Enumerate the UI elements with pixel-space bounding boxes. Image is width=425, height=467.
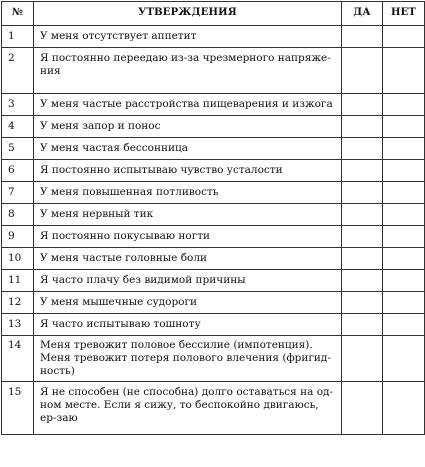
answer-no-cell[interactable] — [383, 292, 425, 314]
answer-no-cell[interactable] — [383, 182, 425, 204]
answer-yes-cell[interactable] — [342, 116, 383, 138]
table-header-row — [2, 2, 425, 26]
row-number: 2 — [2, 48, 34, 94]
answer-no-cell[interactable] — [383, 48, 425, 94]
row-statement: Я постоянно переедаю из-за чрезмерного напряже-ния — [34, 48, 342, 94]
row-statement: Я часто испытываю тошноту — [34, 314, 342, 336]
row-statement: Я часто плачу без видимой причины — [34, 270, 342, 292]
row-number: 8 — [2, 204, 34, 226]
answer-no-cell[interactable] — [383, 26, 425, 48]
answer-no-cell[interactable] — [383, 248, 425, 270]
answer-no-cell[interactable] — [383, 336, 425, 382]
answer-no-cell[interactable] — [383, 116, 425, 138]
row-statement: У меня отсутствует аппетит — [34, 26, 342, 48]
row-number: 5 — [2, 138, 34, 160]
row-number: 7 — [2, 182, 34, 204]
row-number: 15 — [2, 382, 34, 435]
answer-no-cell[interactable] — [383, 204, 425, 226]
row-statement: Я не способен (не способна) долго оставаться на од-ном месте. Если я сижу, то беспокойно двигаюсь, ер-заю — [34, 382, 342, 435]
row-statement: У меня нервный тик — [34, 204, 342, 226]
answer-yes-cell[interactable] — [342, 270, 383, 292]
answer-yes-cell[interactable] — [342, 204, 383, 226]
row-number: 12 — [2, 292, 34, 314]
table-row — [2, 160, 425, 182]
row-number: 11 — [2, 270, 34, 292]
answer-yes-cell[interactable] — [342, 26, 383, 48]
table-row — [2, 248, 425, 270]
header-number: № — [2, 2, 34, 26]
answer-no-cell[interactable] — [383, 94, 425, 116]
table-row — [2, 292, 425, 314]
row-number: 1 — [2, 26, 34, 48]
answer-yes-cell[interactable] — [342, 226, 383, 248]
answer-yes-cell[interactable] — [342, 48, 383, 94]
answer-yes-cell[interactable] — [342, 182, 383, 204]
table-row — [2, 26, 425, 48]
row-statement: У меня повышенная потливость — [34, 182, 342, 204]
row-statement: У меня частая бессонница — [34, 138, 342, 160]
answer-no-cell[interactable] — [383, 226, 425, 248]
table-row — [2, 204, 425, 226]
answer-yes-cell[interactable] — [342, 248, 383, 270]
table-row — [2, 138, 425, 160]
header-no: НЕТ — [383, 2, 425, 26]
row-statement: Я постоянно испытываю чувство усталости — [34, 160, 342, 182]
answer-no-cell[interactable] — [383, 138, 425, 160]
answer-yes-cell[interactable] — [342, 160, 383, 182]
row-statement: Меня тревожит половое бессилие (импотенция). Меня тревожит потеря полового влечения (фригид-ность) — [34, 336, 342, 382]
row-number: 9 — [2, 226, 34, 248]
table-row — [2, 48, 425, 94]
table-row — [2, 182, 425, 204]
row-statement: У меня запор и понос — [34, 116, 342, 138]
row-number: 3 — [2, 94, 34, 116]
header-yes: ДА — [342, 2, 383, 26]
answer-no-cell[interactable] — [383, 270, 425, 292]
table-row — [2, 336, 425, 382]
row-number: 13 — [2, 314, 34, 336]
row-number: 6 — [2, 160, 34, 182]
row-number: 4 — [2, 116, 34, 138]
table-row — [2, 226, 425, 248]
row-statement: Я постоянно покусываю ногти — [34, 226, 342, 248]
table-row — [2, 270, 425, 292]
table-row — [2, 94, 425, 116]
answer-yes-cell[interactable] — [342, 94, 383, 116]
answer-yes-cell[interactable] — [342, 336, 383, 382]
header-statement: УТВЕРЖДЕНИЯ — [34, 2, 342, 26]
row-number: 14 — [2, 336, 34, 382]
questionnaire-table — [1, 1, 425, 435]
row-statement: У меня частые расстройства пищеварения и изжога — [34, 94, 342, 116]
table-row — [2, 116, 425, 138]
row-statement: У меня частые головные боли — [34, 248, 342, 270]
row-number: 10 — [2, 248, 34, 270]
table-row — [2, 382, 425, 435]
answer-yes-cell[interactable] — [342, 314, 383, 336]
answer-no-cell[interactable] — [383, 314, 425, 336]
answer-no-cell[interactable] — [383, 382, 425, 435]
answer-yes-cell[interactable] — [342, 138, 383, 160]
table-row — [2, 314, 425, 336]
answer-yes-cell[interactable] — [342, 292, 383, 314]
answer-no-cell[interactable] — [383, 160, 425, 182]
answer-yes-cell[interactable] — [342, 382, 383, 435]
row-statement: У меня мышечные судороги — [34, 292, 342, 314]
